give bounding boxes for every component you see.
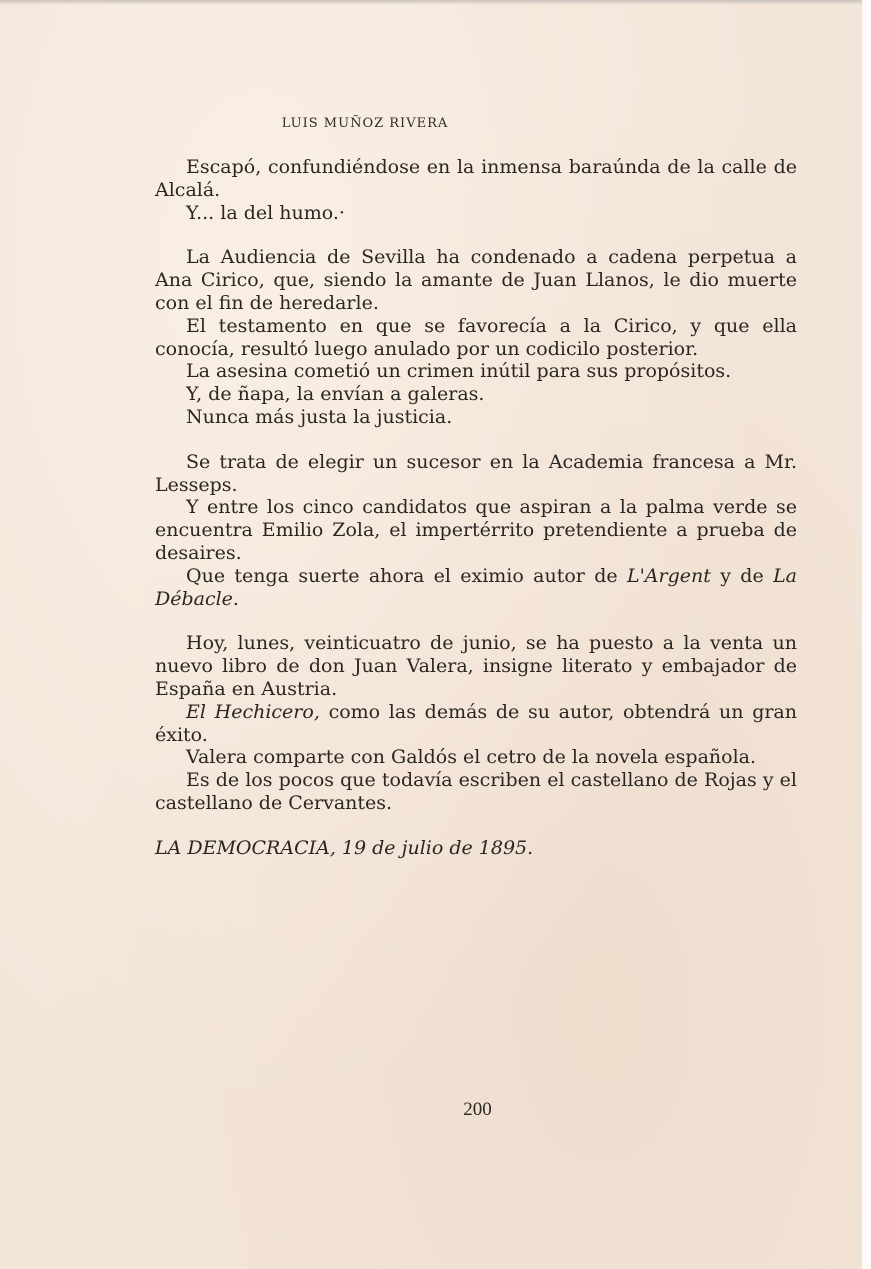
page-top-shadow	[0, 0, 862, 5]
paragraph: Y entre los cinco candidatos que aspiran a la palma verde se encuentra Emilio Zola, el impertérrito pretendiente a prueba de desaires.	[155, 496, 797, 564]
paragraph: Se trata de elegir un sucesor en la Academia francesa a Mr. Lesseps.	[155, 450, 797, 496]
paragraph-with-title	[155, 701, 797, 747]
paragraph: El testamento en que se favorecía a la Cirico, y que ella conocía, resultó luego anulado por un codicilo posterior.	[155, 314, 797, 360]
text-run: Que tenga suerte ahora el eximio autor de	[186, 564, 627, 587]
book-title-el-hechicero: El Hechicero,	[186, 700, 320, 723]
paragraph: La asesina cometió un crimen inútil para sus propósitos.	[186, 360, 732, 383]
text-run: y de	[710, 564, 774, 587]
paragraph: Y, de ñapa, la envían a galeras.	[186, 383, 485, 406]
page-number: 200	[463, 1099, 492, 1120]
book-title-largent: L'Argent	[626, 564, 711, 587]
paragraph: Es de los pocos que todavía escriben el castellano de Rojas y el castellano de Cervantes.	[155, 769, 797, 814]
paragraph: Escapó, confundiéndose en la inmensa baraúnda de la calle de Alcalá.	[155, 156, 797, 201]
text-run: como las demás de su autor, obtendrá un gran éxito.	[155, 700, 797, 746]
paragraph: Y... la del humo.·	[186, 201, 345, 224]
paragraph: Valera comparte con Galdós el cetro de la novela española.	[186, 746, 757, 769]
paragraph-with-titles	[155, 565, 797, 611]
body-text	[155, 156, 797, 860]
paragraph: La Audiencia de Sevilla ha condenado a cadena perpetua a Ana Cirico, que, siendo la amante de Juan Llanos, le dio muerte con el fin de heredarle.	[155, 246, 797, 314]
paragraph: Hoy, lunes, veinticuatro de junio, se ha puesto a la venta un nuevo libro de don Juan Valera, insigne literato y embajador de España en Austria.	[155, 632, 797, 700]
running-head: LUIS MUÑOZ RIVERA	[281, 116, 449, 131]
book-title-la-debacle: La Débacle.	[155, 564, 798, 610]
source-signature: LA DEMOCRACIA, 19 de julio de 1895.	[155, 836, 534, 859]
page-right-margin	[862, 0, 871, 1269]
paragraph: Nunca más justa la justicia.	[186, 405, 453, 428]
